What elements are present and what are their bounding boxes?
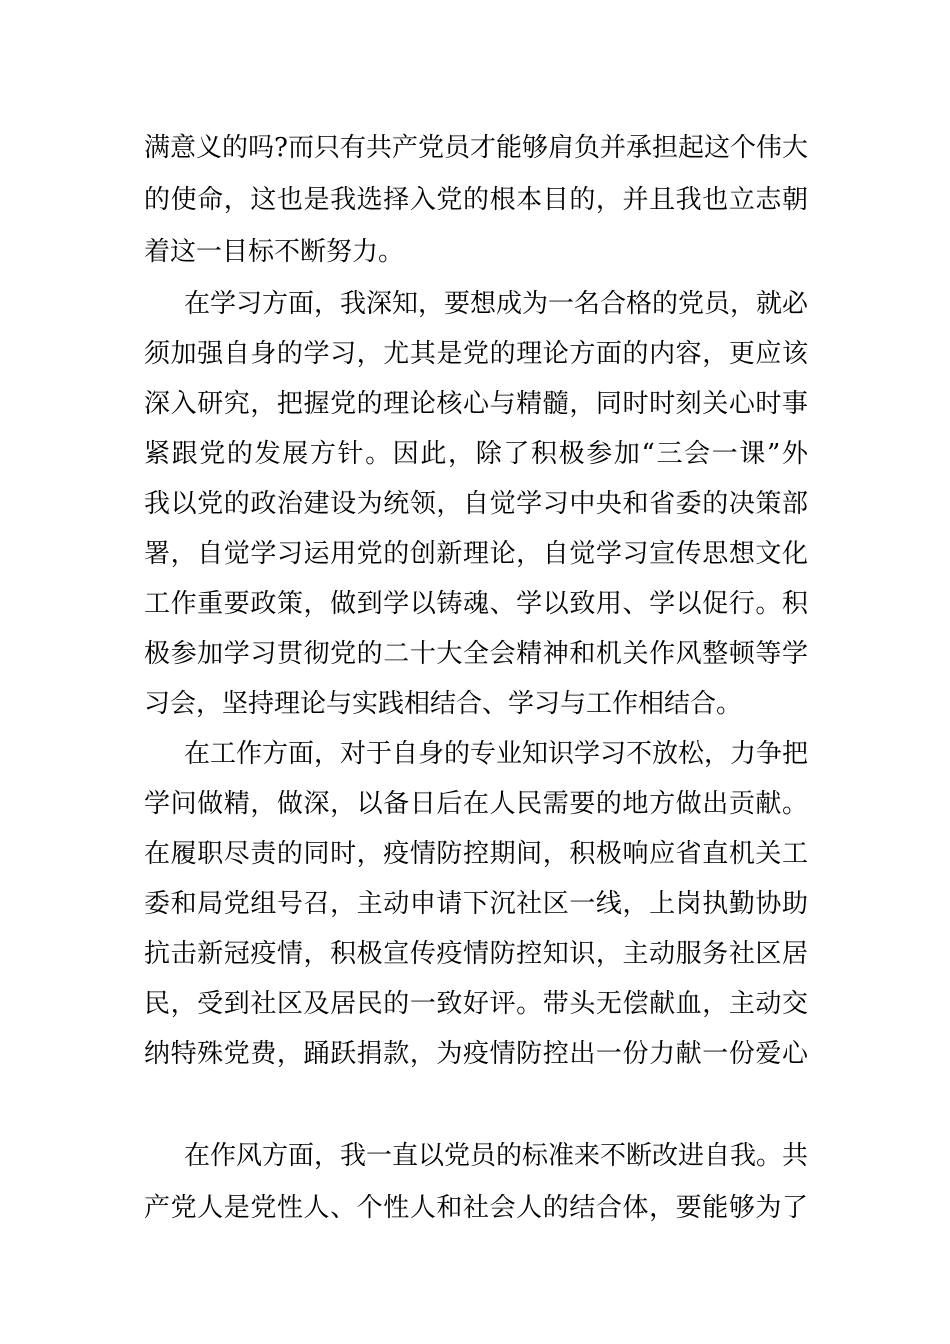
text-line: 产党人是党性人、个性人和社会人的结合体，要能够为了: [144, 1193, 808, 1223]
text-line: 紧跟党的发展方针。因此，除了积极参加“三会一课”外: [144, 439, 808, 469]
text-line: 学问做精，做深，以备日后在人民需要的地方做出贡献。: [144, 789, 808, 819]
text-line: 的使命，这也是我选择入党的根本目的，并且我也立志朝: [144, 185, 808, 215]
text-line: 民，受到社区及居民的一致好评。带头无偿献血，主动交: [144, 989, 808, 1019]
text-line: 习会，坚持理论与实践相结合、学习与工作相结合。: [144, 689, 743, 719]
text-line: 深入研究，把握党的理论核心与精髓，同时时刻关心时事: [144, 389, 808, 419]
text-line: 着这一目标不断努力。: [144, 237, 405, 267]
text-line: 抗击新冠疫情，积极宣传疫情防控知识，主动服务社区居: [144, 939, 808, 969]
text-line: 极参加学习贯彻党的二十大全会精神和机关作风整顿等学: [144, 639, 808, 669]
text-line: 纳特殊党费，踊跃捐款，为疫情防控出一份力献一份爱心: [144, 1039, 808, 1069]
text-line: 满意义的吗?而只有共产党员才能够肩负并承担起这个伟大: [144, 133, 808, 163]
text-line: 在学习方面，我深知，要想成为一名合格的党员，就必: [184, 289, 808, 319]
text-line: 在作风方面，我一直以党员的标准来不断改进自我。共: [184, 1141, 808, 1171]
text-line: 在履职尽责的同时，疫情防控期间，积极响应省直机关工: [144, 839, 808, 869]
text-line: 在工作方面，对于自身的专业知识学习不放松，力争把: [184, 739, 808, 769]
text-line: 署，自觉学习运用党的创新理论，自觉学习宣传思想文化: [144, 539, 808, 569]
text-line: 须加强自身的学习，尤其是党的理论方面的内容，更应该: [144, 339, 808, 369]
text-line: 工作重要政策，做到学以铸魂、学以致用、学以促行。积: [144, 589, 808, 619]
text-line: 我以党的政治建设为统领，自觉学习中央和省委的决策部: [144, 489, 808, 519]
text-line: 委和局党组号召，主动申请下沉社区一线，上岗执勤协助: [144, 889, 808, 919]
